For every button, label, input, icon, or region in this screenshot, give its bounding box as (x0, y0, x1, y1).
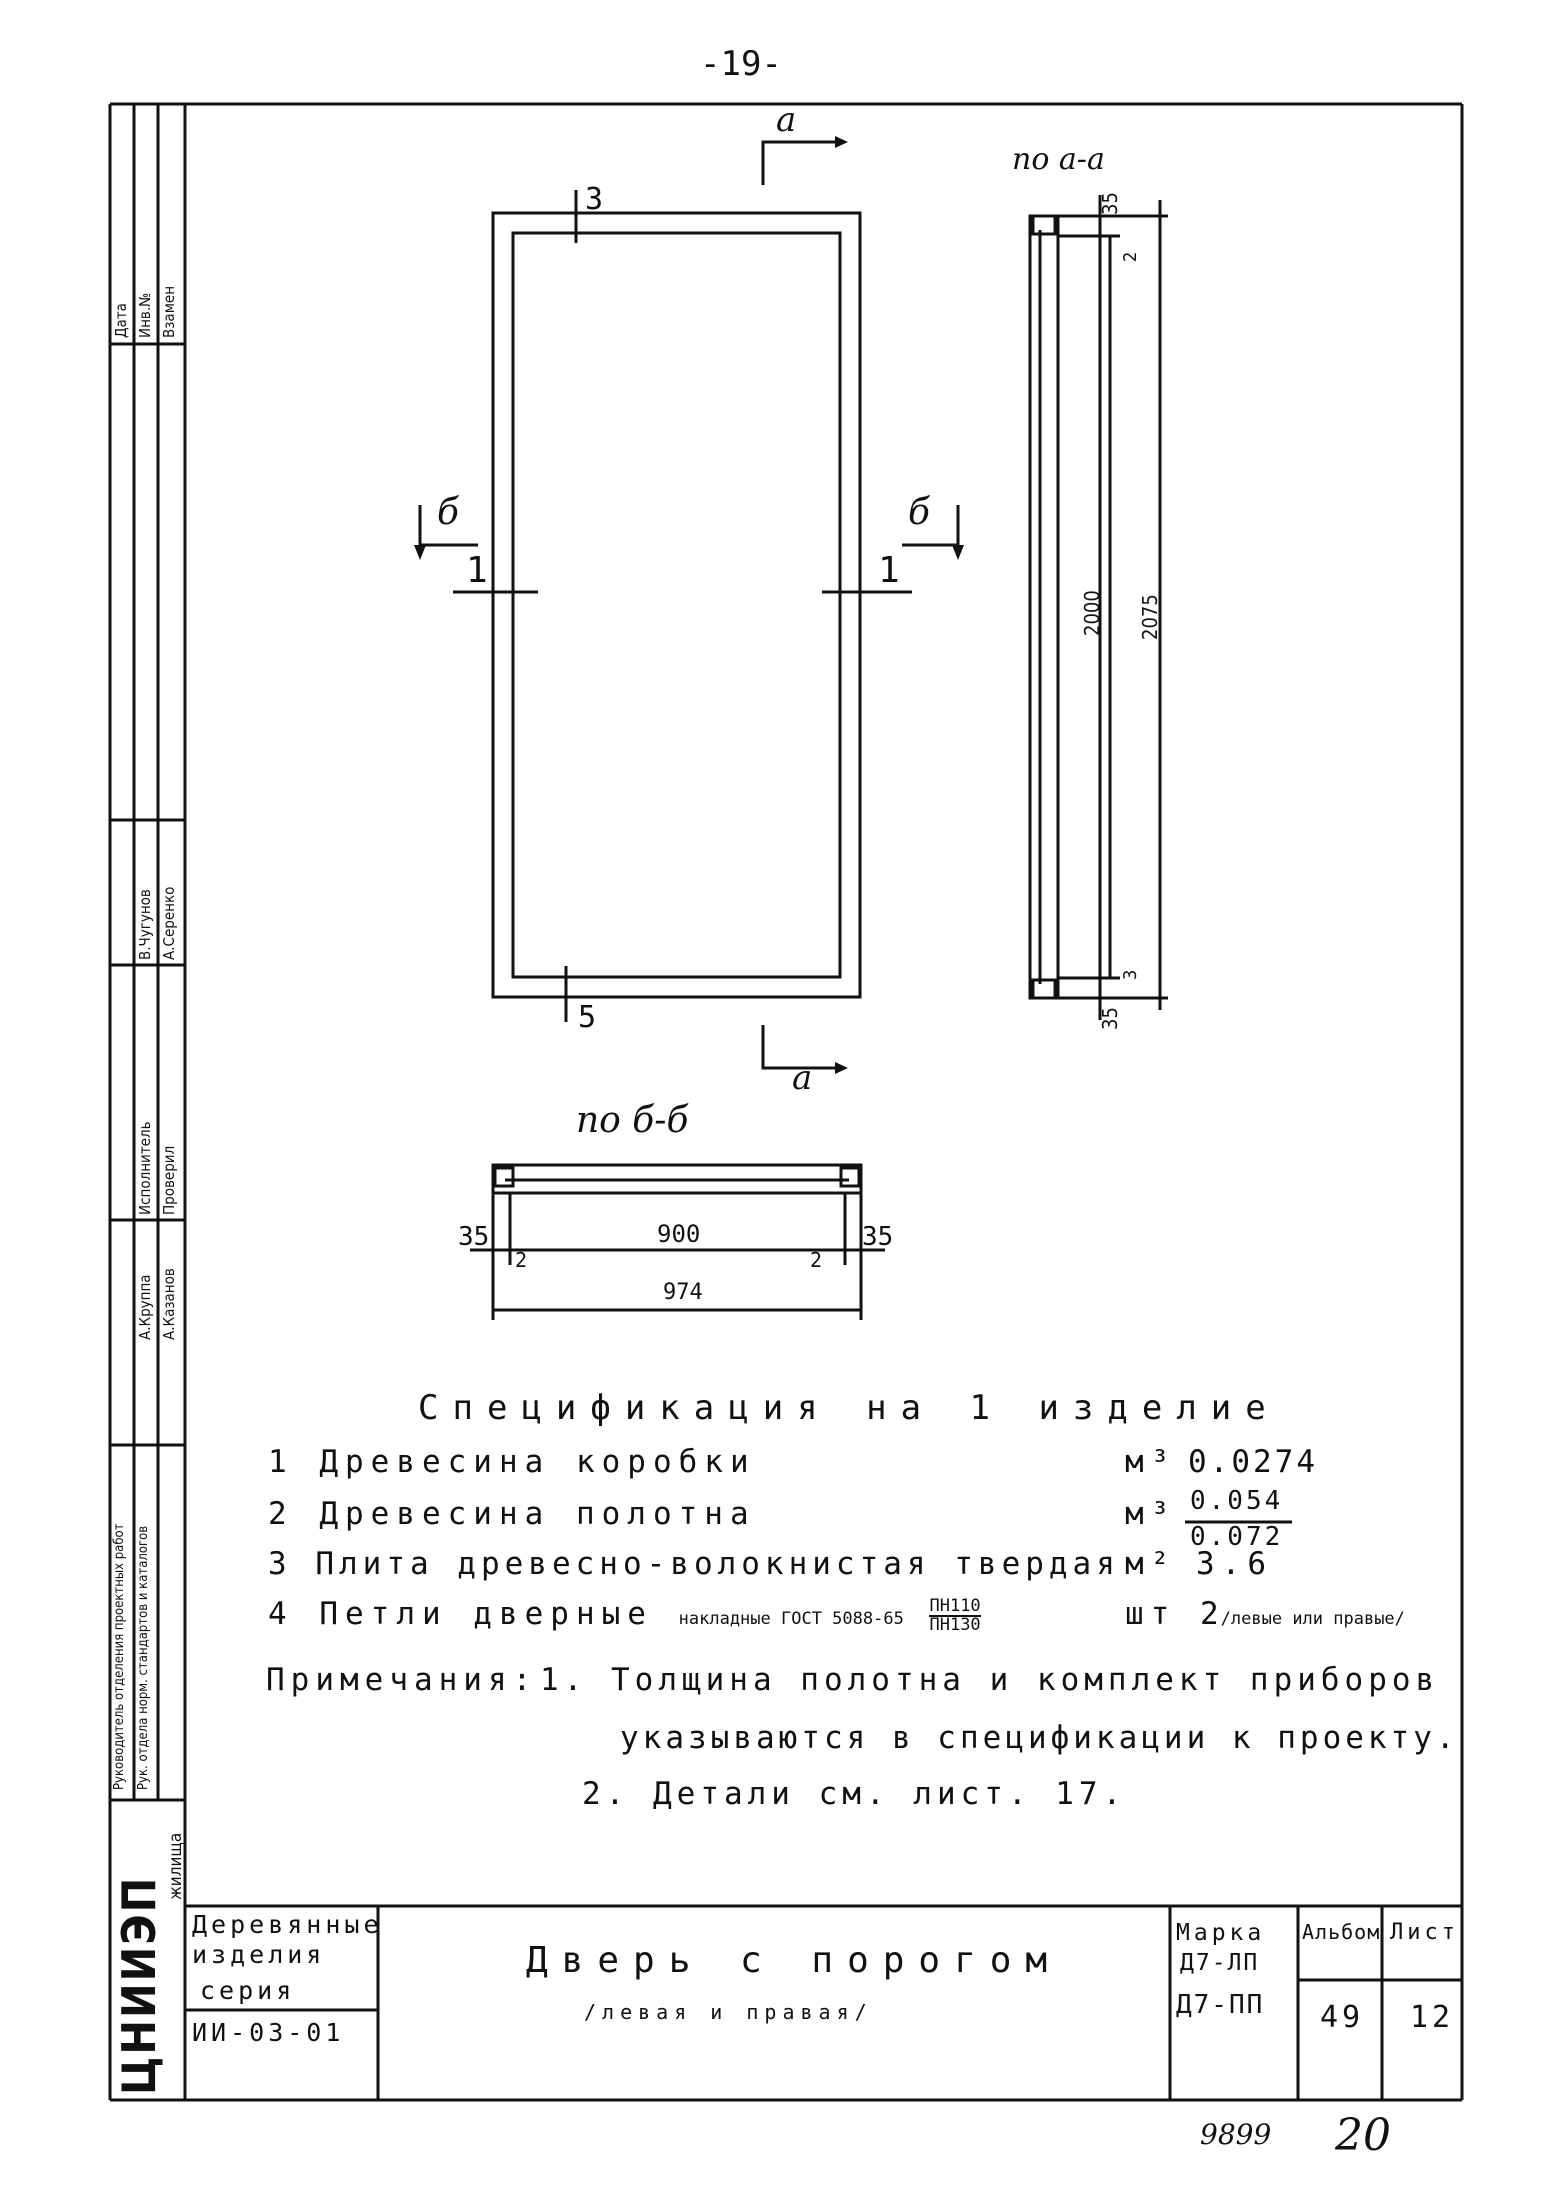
door-inner-frame (513, 233, 840, 977)
spec-row-4-qty-note: /левые или правые/ (1220, 1609, 1405, 1629)
tb-title: Дверь с порогом (526, 1940, 1062, 1981)
tb-marka-1: Д7-ЛП (1180, 1950, 1260, 1976)
stamp-kazanov: А.Казанов (160, 1268, 178, 1340)
section-a-top: a (776, 100, 797, 140)
notes-line-1: 1. Толщина полотна и комплект приборов (540, 1662, 1440, 1698)
stamp-ruk-otdeleniya: Руководитель отделения проектных работ (112, 1523, 127, 1790)
spec-row-2-name: 2 Древесина полотна (268, 1496, 756, 1532)
tb-series-label: серия (200, 1976, 296, 2005)
spec-row-4-frac-top: ПН110 (929, 1595, 981, 1616)
stamp-org-logo: ЦНИИЭП (112, 1875, 166, 2095)
dim-35-left: 35 (458, 1222, 490, 1252)
spec-row-1-value: 0.0274 (1188, 1444, 1318, 1480)
spec-row-4-value (1200, 1596, 1405, 1632)
dim-2075: 2075 (1138, 594, 1162, 640)
dim-900: 900 (657, 1220, 701, 1248)
dim-2-left: 2 (515, 1248, 528, 1272)
section-b-left: б (437, 492, 459, 533)
tb-sheet: 12 (1410, 2000, 1455, 2035)
tb-marka-label: Марка (1176, 1920, 1266, 1946)
dim-2000: 2000 (1080, 590, 1104, 636)
tb-subtitle: /левая и правая/ (584, 2000, 873, 2024)
section-a-bottom: a (792, 1058, 813, 1098)
spec-row-4-unit: шт (1125, 1596, 1177, 1632)
dim-35-top: 35 (1098, 192, 1122, 215)
tb-marka-2: Д7-ПП (1176, 1990, 1265, 2020)
spec-row-4-qty: 2 (1200, 1596, 1221, 1632)
stamp-date: Дата (112, 303, 130, 338)
stamp-vzamen: Взамен (160, 285, 178, 338)
notes-label: Примечания: (266, 1662, 538, 1698)
stamp-proveril: Проверил (160, 1145, 178, 1215)
stamp-chugunov: В.Чугунов (136, 889, 154, 960)
mark-5: 5 (578, 1000, 597, 1035)
spec-row-4-frac-bottom: ПН130 (929, 1614, 981, 1635)
notes-line-2: указываются в спецификации к проекту. (620, 1720, 1459, 1756)
stamp-inv-no: Инв.№ (136, 292, 154, 338)
stamp-org-sub: жилища (166, 1832, 186, 1900)
stamp-kruppa: А.Круппа (136, 1274, 154, 1340)
side-view-body (1030, 216, 1058, 998)
page-number: -19- (700, 44, 782, 84)
tb-series: ИИ-03-01 (192, 2018, 345, 2047)
footer-page: 20 (1335, 2110, 1391, 2161)
spec-title: Спецификация на 1 изделие (418, 1388, 1280, 1428)
dim-35-bottom: 35 (1098, 1007, 1122, 1030)
mark-1-right: 1 (878, 550, 900, 591)
spec-row-3-value: 3.6 (1196, 1546, 1273, 1582)
tb-album-label: Альбом (1302, 1920, 1381, 1944)
stamp-serenko: А.Серенко (160, 886, 178, 960)
spec-row-4-fraction (929, 1595, 981, 1635)
spec-row-3-name: 3 Плита древесно-волокнистая твердая (268, 1546, 1120, 1582)
dim-35-right: 35 (862, 1222, 894, 1252)
spec-row-2-value-bottom: 0.072 (1190, 1522, 1284, 1552)
dim-3-bottom: 3 (1120, 969, 1141, 980)
tb-album: 49 (1320, 2000, 1365, 2035)
side-view-title: по а-а (1012, 142, 1105, 177)
spec-row-2-value-top: 0.054 (1190, 1486, 1284, 1516)
mark-3: 3 (585, 182, 604, 217)
spec-row-1-unit: м³ (1125, 1444, 1177, 1480)
dim-2-top: 2 (1120, 251, 1141, 262)
dim-2-right: 2 (810, 1248, 823, 1272)
stamp-ruk-norm: Рук. отдела норм. стандартов и каталогов (136, 1525, 151, 1790)
bottom-view-title: по б-б (576, 1100, 689, 1141)
spec-row-2-unit: м³ (1125, 1496, 1177, 1532)
mark-1-left: 1 (466, 550, 488, 591)
notes-line-3: 2. Детали см. лист. 17. (582, 1776, 1127, 1812)
spec-row-1-name: 1 Древесина коробки (268, 1444, 756, 1480)
dim-974: 974 (663, 1280, 703, 1305)
tb-category-2: изделия (192, 1940, 326, 1969)
tb-category-1: Деревянные (192, 1910, 383, 1939)
section-b-right: б (908, 492, 930, 533)
stamp-ispolnitel: Исполнитель (136, 1121, 154, 1215)
spec-row-4-name-small: накладные ГОСТ 5088-65 (678, 1609, 904, 1629)
spec-row-3-unit: м² (1125, 1546, 1177, 1582)
footer-number: 9899 (1200, 2118, 1272, 2151)
spec-row-4-name: 4 Петли дверные (268, 1596, 653, 1632)
tb-sheet-label: Лист (1390, 1920, 1459, 1945)
spec-row-4 (268, 1596, 981, 1634)
door-outer-frame (493, 213, 860, 997)
